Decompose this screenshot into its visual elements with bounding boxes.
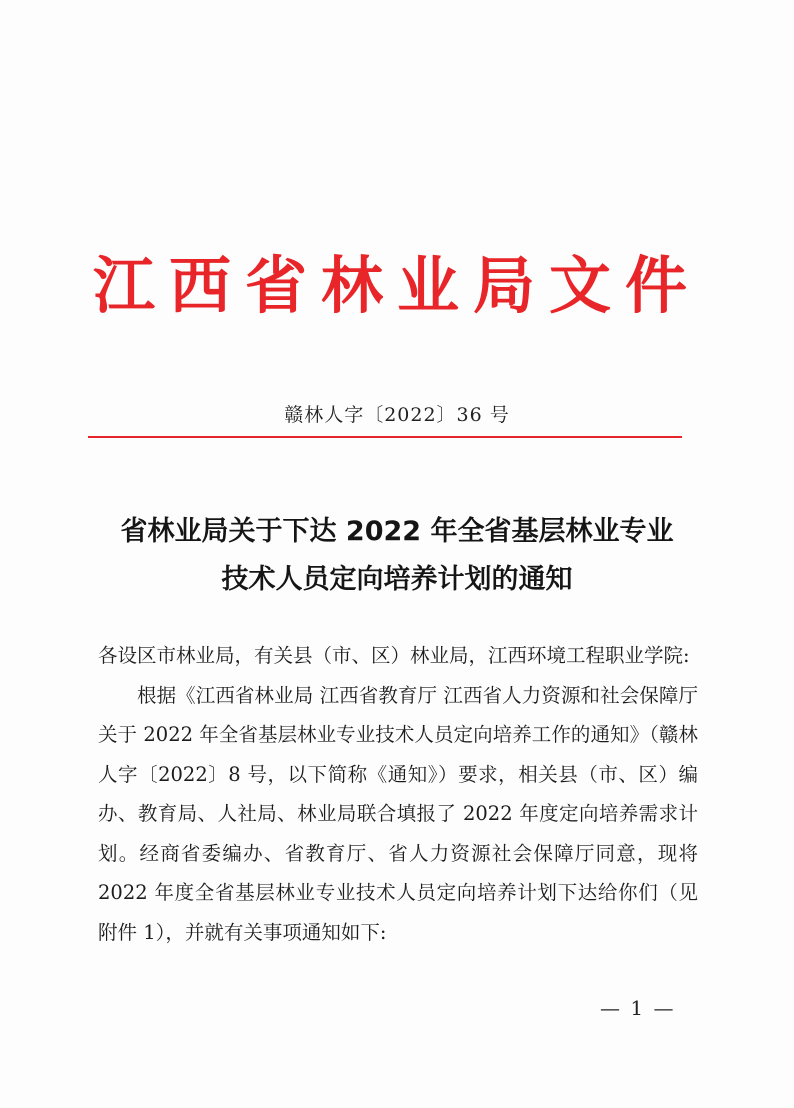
red-divider-line (88, 436, 682, 438)
salutation: 各设区市林业局，有关县（市、区）林业局，江西环境工程职业学院: (98, 644, 690, 667)
notice-title (80, 508, 714, 604)
notice-title-line-2: 技术人员定向培养计划的通知 (221, 564, 573, 595)
notice-body (98, 636, 698, 952)
notice-title-line-1: 省林业局关于下达 2022 年全省基层林业专业 (120, 516, 674, 547)
page-number: — 1 — (600, 996, 676, 1020)
masthead-title: 江西省林业局文件 (92, 249, 701, 322)
body-paragraph-1: 根据《江西省林业局 江西省教育厅 江西省人力资源和社会保障厅关于 2022 年全省基层林业专业技术人员定向培养工作的通知》（赣林人字〔2022〕8 号，以下简称《通知》）要求，相关县（市、区）编办、教育局、人社局、林业局联合填报了 2022 年度定向培养需求计划。经商省委编办、省教育厅、省人力资源社会保障厅同意，现将 2022 年度全省基层林业专业技术人员定向培养计划下达给你们（见附件 1），并就有关事项通知如下: (98, 683, 698, 944)
document-number: 赣林人字〔2022〕36 号 (284, 404, 510, 426)
